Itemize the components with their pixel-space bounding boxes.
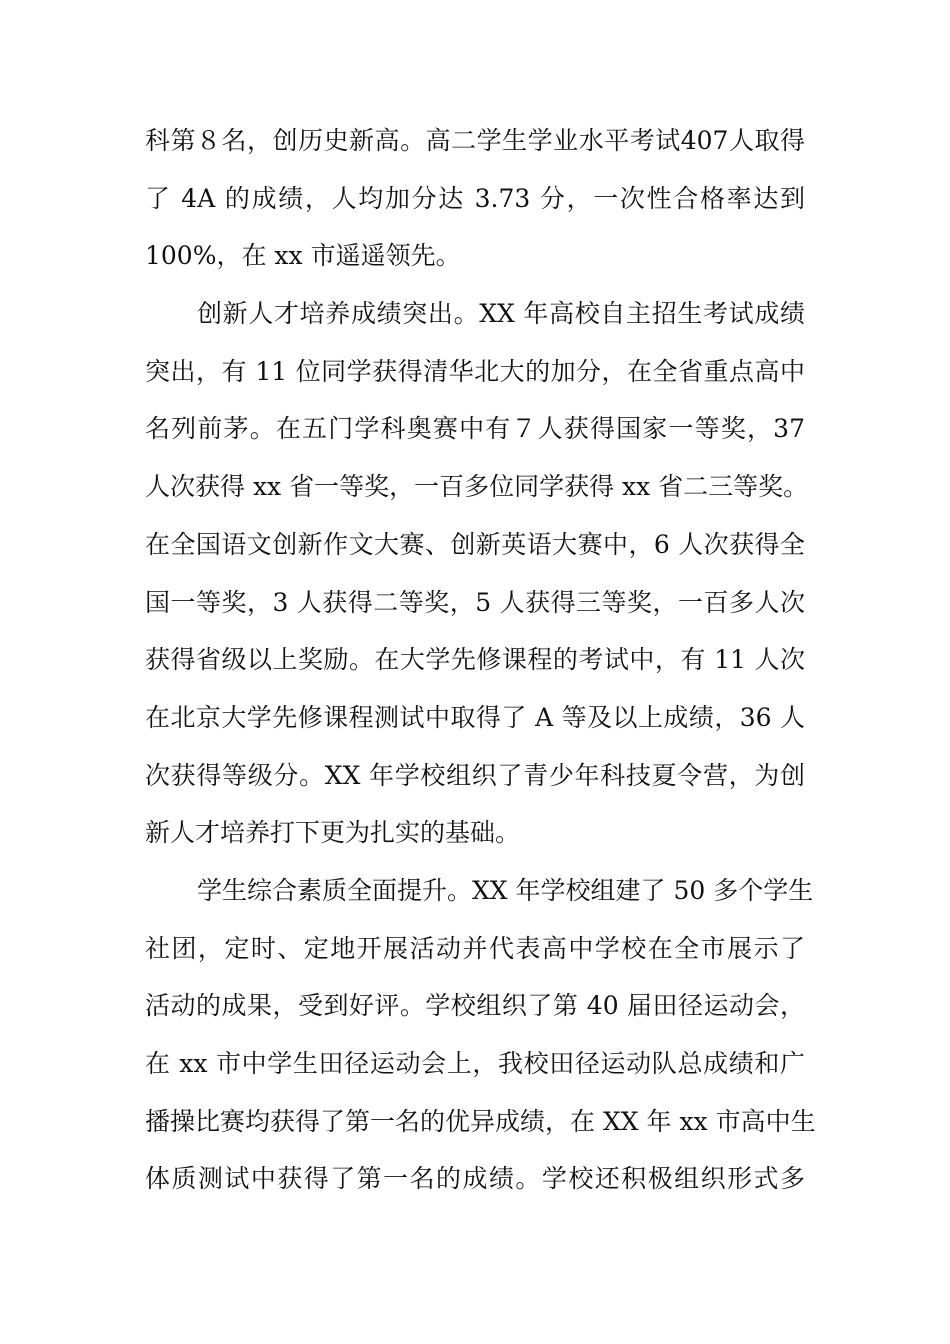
p3-line-3: 活动的成果，受到好评。学校组织了第 40 届田径运动会， bbox=[145, 991, 805, 1021]
p2-line-6: 国一等奖，3 人获得二等奖，5 人获得三等奖，一百多人次 bbox=[145, 587, 805, 617]
p3-line-5: 播操比赛均获得了第一名的优异成绩，在 XX 年 xx 市高中生 bbox=[145, 1106, 816, 1136]
p1-line-1: 科第８名，创历史新高。高二学生学业水平考试407人取得 bbox=[145, 126, 805, 155]
p1-line-3: 100%，在 xx 市遥遥领先。 bbox=[145, 241, 461, 271]
document-body bbox=[145, 112, 816, 1208]
p3-line-1: 学生综合素质全面提升。XX 年学校组建了 50 多个学生 bbox=[197, 875, 814, 905]
p3-line-4: 在 xx 市中学生田径运动会上，我校田径运动队总成绩和广 bbox=[145, 1049, 805, 1078]
p1-line-2: 了 4A 的成绩，人均加分达 3.73 分，一次性合格率达到 bbox=[145, 183, 805, 213]
p2-line-4: 人次获得 xx 省一等奖，一百多位同学获得 xx 省二三等奖。 bbox=[145, 472, 809, 502]
p2-line-2: 突出，有 11 位同学获得清华北大的加分，在全省重点高中 bbox=[145, 356, 805, 386]
p3-line-2: 社团，定时、定地开展活动并代表高中学校在全市展示了 bbox=[145, 933, 805, 963]
p2-line-1: 创新人才培养成绩突出。XX 年高校自主招生考试成绩 bbox=[197, 299, 805, 329]
p2-line-5: 在全国语文创新作文大赛、创新英语大赛中，6 人次获得全 bbox=[145, 529, 805, 559]
p2-line-10: 新人才培养打下更为扎实的基础。 bbox=[145, 818, 521, 848]
p2-line-8: 在北京大学先修课程测试中取得了 A 等及以上成绩，36 人 bbox=[145, 702, 805, 732]
p2-line-7: 获得省级以上奖励。在大学先修课程的考试中，有 11 人次 bbox=[145, 645, 805, 675]
p2-line-3: 名列前茅。在五门学科奥赛中有７人获得国家一等奖，37 bbox=[145, 414, 805, 444]
p3-line-6: 体质测试中获得了第一名的成绩。学校还积极组织形式多 bbox=[145, 1164, 805, 1194]
p2-line-9: 次获得等级分。XX 年学校组织了青少年科技夏令营，为创 bbox=[145, 760, 805, 790]
